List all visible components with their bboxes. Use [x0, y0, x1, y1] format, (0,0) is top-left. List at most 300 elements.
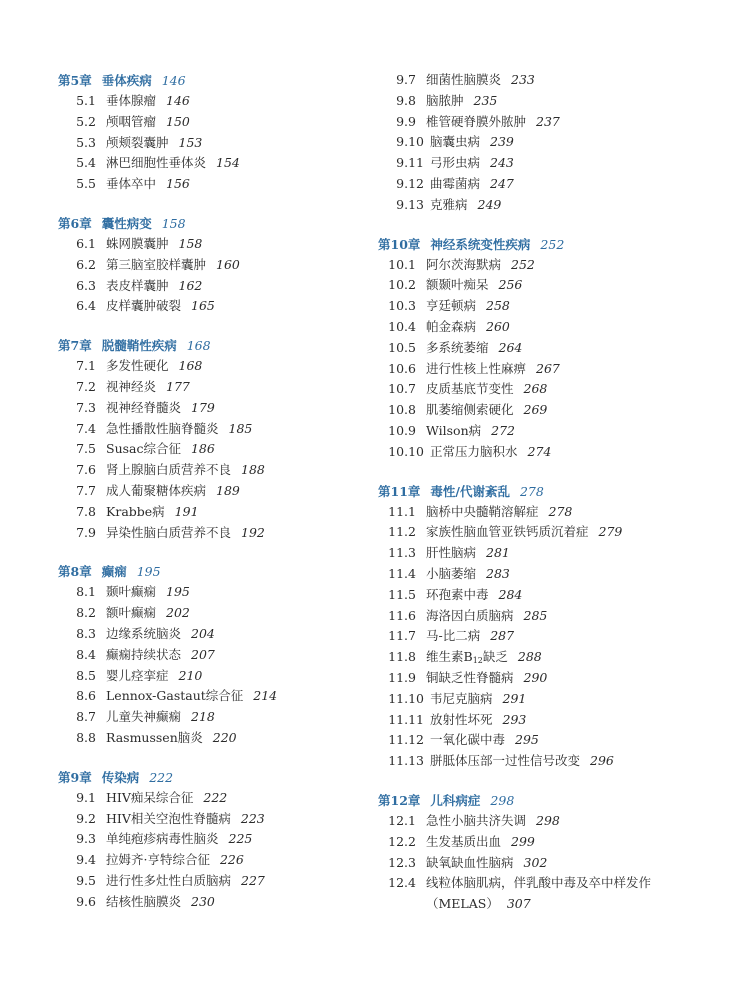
- entry-page: 226: [219, 852, 244, 868]
- entry-number: 11.6: [388, 607, 416, 623]
- entry-number: 9.9: [396, 113, 416, 129]
- entry-number: 11.13: [388, 753, 424, 769]
- entry-page: 288: [517, 649, 542, 665]
- entry-page: 189: [216, 482, 240, 498]
- toc-entry: [378, 853, 718, 874]
- entry-title: 急性播散性脑脊髓炎: [106, 420, 219, 436]
- chapter-heading: [378, 790, 718, 811]
- entry-number: 9.7: [396, 72, 416, 87]
- toc-entry: [378, 647, 718, 668]
- entry-number: 12.3: [388, 854, 416, 870]
- entry-page: 239: [490, 134, 514, 150]
- entry-number: 6.2: [76, 256, 96, 272]
- chapter-9-continued: [378, 70, 718, 216]
- entry-page: 195: [166, 584, 190, 600]
- toc-entry: [58, 398, 398, 419]
- entry-title: 小脑萎缩: [426, 565, 477, 581]
- entry-page: 150: [166, 113, 190, 129]
- entry-number: 5.2: [76, 113, 96, 129]
- toc-entry: [58, 645, 398, 666]
- toc-entry: [378, 522, 718, 543]
- toc-entry: [58, 91, 398, 112]
- chapter-block: [58, 70, 398, 195]
- entry-number: 8.8: [76, 729, 96, 745]
- toc-entry: [378, 153, 718, 174]
- entry-page: 160: [216, 256, 240, 272]
- toc-entry: [58, 276, 398, 297]
- chapter-title: 传染病: [101, 769, 140, 785]
- entry-page: 296: [590, 753, 614, 769]
- entry-page: 210: [178, 667, 203, 683]
- entry-title-subscript: 12: [472, 656, 483, 666]
- entry-title: 放射性坏死: [430, 711, 493, 727]
- chapter-block: [378, 790, 718, 915]
- entry-page: 243: [490, 155, 514, 171]
- entry-title: HIV相关空泡性脊髓病: [106, 810, 231, 826]
- entry-page: 283: [486, 565, 510, 581]
- toc-entry: [58, 666, 398, 687]
- entry-title: 亨廷顿病: [426, 298, 477, 314]
- entry-title: HIV痴呆综合征: [106, 789, 194, 805]
- chapter-heading: [58, 561, 398, 582]
- entry-number: 10.2: [388, 277, 416, 293]
- toc-left-column: [58, 70, 398, 931]
- toc-entry: [378, 606, 718, 627]
- toc-entry: [58, 582, 398, 603]
- entry-number: 7.3: [76, 399, 96, 415]
- entry-number: 7.7: [76, 482, 96, 498]
- entry-title: 细菌性脑膜炎: [426, 72, 502, 87]
- continuation-title: （MELAS）: [426, 896, 499, 912]
- entry-number: 8.1: [76, 584, 96, 600]
- toc-entry: [378, 502, 718, 523]
- toc-entry: [378, 112, 718, 133]
- chapter-number: 第11章: [378, 483, 421, 499]
- entry-title: 异染性脑白质营养不良: [106, 524, 232, 540]
- entry-page: 233: [511, 72, 535, 87]
- entry-title: 成人葡聚糖体疾病: [106, 482, 207, 498]
- toc-entry: [378, 70, 718, 91]
- entry-page: 146: [166, 93, 190, 108]
- entry-page: 299: [511, 833, 535, 849]
- chapter-page: 278: [519, 483, 544, 499]
- entry-title: 家族性脑血管亚铁钙质沉着症: [426, 524, 589, 540]
- entry-page: 222: [203, 789, 228, 805]
- entry-number: 8.3: [76, 625, 96, 641]
- entry-title: 多发性硬化: [106, 358, 169, 374]
- chapter-title: 垂体疾病: [101, 73, 152, 88]
- entry-page: 230: [191, 893, 215, 909]
- entry-number: 10.8: [388, 402, 416, 418]
- entry-title: 生发基质出血: [426, 833, 502, 849]
- toc-entry: [378, 317, 718, 338]
- toc-entry: [378, 296, 718, 317]
- toc-entry: [58, 728, 398, 749]
- entry-number: 9.8: [396, 92, 416, 108]
- entry-title: 颅咽管瘤: [106, 113, 157, 129]
- toc-entry: [58, 460, 398, 481]
- entry-number: 6.1: [76, 235, 96, 251]
- toc-entry: [58, 133, 398, 154]
- toc-entry: [378, 751, 718, 772]
- entry-number: 11.5: [388, 586, 416, 602]
- toc-entry: [58, 624, 398, 645]
- chapter-number: 第6章: [58, 215, 92, 231]
- entry-page: 298: [536, 812, 560, 828]
- chapter-block: [378, 234, 718, 463]
- toc-right-column: [378, 70, 718, 933]
- toc-entry: [378, 275, 718, 296]
- entry-title: 一氧化碳中毒: [430, 732, 506, 748]
- entry-number: 5.5: [76, 176, 96, 192]
- entry-number: 8.6: [76, 688, 96, 704]
- entry-continuation: [378, 894, 718, 915]
- entry-title-main: 维生素B: [426, 649, 473, 665]
- entry-number: 10.4: [388, 318, 416, 334]
- toc-entry: [58, 686, 398, 707]
- toc-entry: [58, 153, 398, 174]
- entry-number: 5.3: [76, 134, 96, 150]
- toc-entry: [58, 255, 398, 276]
- chapter-page: 168: [186, 338, 211, 354]
- toc-entry: [58, 481, 398, 502]
- entry-number: 12.2: [388, 833, 416, 849]
- entry-number: 10.7: [388, 381, 416, 397]
- entry-title: 肾上腺脑白质营养不良: [106, 462, 232, 478]
- entry-page: 264: [498, 339, 523, 355]
- entry-number: 7.8: [76, 503, 96, 519]
- entry-page: 293: [502, 711, 527, 727]
- entry-number: 10.10: [388, 443, 424, 459]
- entry-number: 8.5: [76, 667, 96, 683]
- entry-page: 168: [178, 358, 203, 374]
- entry-title: 垂体腺瘤: [106, 93, 157, 108]
- toc-entry: [58, 809, 398, 830]
- toc-entry: [378, 626, 718, 647]
- entry-title: 多系统萎缩: [426, 339, 489, 355]
- chapter-title: 毒性/代谢紊乱: [430, 483, 510, 499]
- entry-page: 284: [498, 586, 523, 602]
- toc-entry: [378, 91, 718, 112]
- entry-number: 10.5: [388, 339, 416, 355]
- entry-page: 191: [174, 503, 199, 519]
- entry-number: 7.5: [76, 441, 96, 457]
- toc-entry: [378, 832, 718, 853]
- entry-title: 单纯疱疹病毒性脑炎: [106, 831, 219, 847]
- chapter-title: 儿科病症: [430, 792, 481, 808]
- toc-entry: [378, 132, 718, 153]
- entry-page: 162: [178, 277, 203, 293]
- entry-number: 10.1: [388, 256, 416, 272]
- entry-page: 290: [523, 669, 548, 685]
- toc-entry: [378, 174, 718, 195]
- entry-number: 9.2: [76, 810, 96, 826]
- entry-title: 海洛因白质脑病: [426, 607, 514, 623]
- entry-page: 227: [241, 872, 265, 888]
- chapter-block: [58, 767, 398, 913]
- chapter-heading: [58, 335, 398, 356]
- entry-page: 247: [490, 175, 514, 191]
- entry-title: 婴儿痉挛症: [106, 667, 169, 683]
- entry-page: 220: [212, 729, 237, 745]
- entry-page: 268: [523, 381, 548, 397]
- chapter-page: 146: [161, 73, 186, 88]
- entry-number: 11.10: [388, 690, 424, 706]
- chapter-title: 癫痫: [101, 564, 127, 580]
- toc-entry: [58, 871, 398, 892]
- entry-number: 6.3: [76, 277, 96, 293]
- entry-number: 10.3: [388, 298, 416, 314]
- toc-entry: [58, 850, 398, 871]
- toc-entry: [58, 523, 398, 544]
- toc-entry: [378, 543, 718, 564]
- entry-number: 11.12: [388, 732, 424, 748]
- entry-page: 156: [166, 176, 190, 192]
- entry-title: 额叶癫痫: [106, 605, 157, 621]
- entry-page: 279: [598, 524, 623, 540]
- entry-title: 脑囊虫病: [430, 134, 481, 150]
- entry-page: 249: [477, 196, 502, 212]
- entry-number: 9.11: [396, 155, 424, 171]
- chapter-title: 神经系统变性疾病: [430, 236, 531, 252]
- entry-title: 曲霉菌病: [430, 175, 481, 191]
- entry-number: 12.4: [388, 875, 416, 891]
- entry-title: 颞叶癫痫: [106, 584, 157, 600]
- entry-number: 11.7: [388, 628, 416, 644]
- entry-title: 线粒体脑肌病，伴乳酸中毒及卒中样发作: [426, 875, 652, 891]
- entry-number: 11.8: [388, 649, 416, 665]
- entry-title: 脑脓肿: [426, 92, 464, 108]
- chapter-heading: [58, 213, 398, 234]
- entry-page: 295: [515, 732, 539, 748]
- entry-number: 9.1: [76, 789, 96, 805]
- entry-page: 204: [191, 625, 215, 641]
- entry-page: 258: [486, 298, 510, 314]
- entry-title: 帕金森病: [426, 318, 477, 334]
- chapter-number: 第5章: [58, 73, 92, 88]
- chapter-heading: [58, 70, 398, 91]
- entry-page: 272: [491, 422, 515, 438]
- entry-title: 正常压力脑积水: [430, 443, 518, 459]
- toc-entry: [58, 707, 398, 728]
- entry-page: 274: [527, 443, 552, 459]
- chapter-page: 298: [490, 792, 515, 808]
- entry-title: Wilson病: [426, 422, 482, 438]
- toc-entry: [58, 296, 398, 317]
- chapter-number: 第7章: [58, 338, 92, 354]
- toc-entry: [378, 585, 718, 606]
- entry-page: 267: [536, 360, 560, 376]
- entry-number: 8.2: [76, 605, 96, 621]
- chapter-number: 第8章: [58, 564, 92, 580]
- entry-page: 179: [191, 399, 215, 415]
- continuation-page: 307: [506, 896, 531, 912]
- entry-title: 马-比二病: [426, 628, 481, 644]
- chapter-heading: [378, 481, 718, 502]
- chapter-page: 195: [136, 564, 161, 580]
- entry-title: 蛛网膜囊肿: [106, 235, 169, 251]
- entry-page: 177: [166, 378, 190, 394]
- entry-number: 9.12: [396, 175, 424, 191]
- entry-title: 椎管硬脊膜外脓肿: [426, 113, 527, 129]
- entry-number: 11.2: [388, 524, 416, 540]
- entry-page: 256: [498, 277, 523, 293]
- entry-page: 287: [490, 628, 515, 644]
- entry-title: 癫痫持续状态: [106, 646, 182, 662]
- entry-number: 5.1: [76, 93, 96, 108]
- entry-number: 7.2: [76, 378, 96, 394]
- entry-title: 急性小脑共济失调: [426, 812, 527, 828]
- entry-page: 158: [178, 235, 203, 251]
- entry-title: 肝性脑病: [426, 545, 477, 561]
- toc-entry: [58, 234, 398, 255]
- entry-title: 环孢素中毒: [426, 586, 489, 602]
- toc-entry: [58, 419, 398, 440]
- entry-title: 弓形虫病: [430, 155, 481, 171]
- entry-page: 207: [191, 646, 215, 662]
- entry-title: Krabbe病: [106, 503, 165, 519]
- entry-page: 214: [253, 688, 278, 704]
- chapter-block: [58, 335, 398, 543]
- entry-number: 8.7: [76, 709, 96, 725]
- entry-title: 表皮样囊肿: [106, 277, 169, 293]
- entry-number: 7.6: [76, 462, 96, 478]
- entry-title: 视神经脊髓炎: [106, 399, 182, 415]
- entry-number: 11.11: [388, 711, 424, 727]
- toc-entry: [378, 195, 718, 216]
- entry-page: 186: [190, 441, 215, 457]
- entry-number: 11.3: [388, 545, 416, 561]
- chapter-number: 第10章: [378, 236, 421, 252]
- entry-page: 260: [486, 318, 510, 334]
- entry-title: 淋巴细胞性垂体炎: [106, 155, 207, 171]
- entry-title: 铜缺乏性脊髓病: [426, 669, 514, 685]
- entry-page: 235: [473, 92, 498, 108]
- toc-entry: [378, 689, 718, 710]
- toc-entry: [58, 174, 398, 195]
- entry-title: 胼胝体压部一过性信号改变: [430, 753, 581, 769]
- entry-number: 7.1: [76, 358, 96, 374]
- entry-page: 188: [241, 462, 265, 478]
- toc-entry: [378, 873, 718, 894]
- chapter-title: 脱髓鞘性疾病: [101, 338, 177, 354]
- entry-number: 5.4: [76, 155, 96, 171]
- chapter-page: 252: [540, 236, 565, 252]
- entry-title: 皮样囊肿破裂: [106, 298, 182, 314]
- toc-entry: [378, 379, 718, 400]
- entry-page: 185: [228, 420, 253, 436]
- entry-page: 237: [536, 113, 560, 129]
- chapter-number: 第9章: [58, 769, 92, 785]
- entry-page: 269: [523, 402, 548, 418]
- chapter-heading: [58, 767, 398, 788]
- entry-title: 儿童失神癫痫: [106, 709, 182, 725]
- toc-entry: [378, 359, 718, 380]
- entry-title: 肌萎缩侧索硬化: [426, 402, 514, 418]
- entry-title: [426, 649, 508, 664]
- toc-entry: [58, 377, 398, 398]
- chapter-number: 第12章: [378, 792, 421, 808]
- toc-entry: [58, 829, 398, 850]
- toc-entry: [378, 421, 718, 442]
- entry-number: 6.4: [76, 298, 96, 314]
- entry-number: 9.6: [76, 893, 96, 909]
- entry-title: 进行性多灶性白质脑病: [106, 872, 232, 888]
- entry-title: 韦尼克脑病: [430, 690, 493, 706]
- entry-title: 颅颊裂囊肿: [106, 134, 169, 150]
- entry-number: 9.4: [76, 852, 96, 868]
- entry-number: 9.3: [76, 831, 96, 847]
- toc-entry: [58, 502, 398, 523]
- entry-page: 281: [486, 545, 510, 561]
- entry-number: 10.6: [388, 360, 416, 376]
- entry-number: 9.10: [396, 134, 424, 150]
- entry-page: 285: [523, 607, 548, 623]
- entry-number: 8.4: [76, 646, 96, 662]
- toc-entry: [378, 400, 718, 421]
- entry-title: 皮质基底节变性: [426, 381, 514, 397]
- entry-page: 278: [548, 503, 573, 519]
- chapter-page: 222: [149, 769, 174, 785]
- toc-entry: [58, 603, 398, 624]
- entry-title: 阿尔茨海默病: [426, 256, 502, 272]
- entry-title: 第三脑室胶样囊肿: [106, 256, 207, 272]
- chapter-block: [58, 561, 398, 748]
- toc-entry: [378, 730, 718, 751]
- entry-number: 11.9: [388, 669, 416, 685]
- entry-page: 291: [502, 690, 527, 706]
- entry-number: 9.13: [396, 196, 424, 212]
- toc-entry: [378, 811, 718, 832]
- entry-title: 垂体卒中: [106, 176, 157, 192]
- entry-page: 252: [511, 256, 535, 272]
- entry-title: 额颞叶痴呆: [426, 277, 489, 293]
- entry-title: 脑桥中央髓鞘溶解症: [426, 503, 539, 519]
- toc-entry: [378, 255, 718, 276]
- toc-entry: [58, 788, 398, 809]
- entry-page: 202: [166, 605, 190, 621]
- toc-entry: [378, 442, 718, 463]
- entry-title: 克雅病: [430, 196, 468, 212]
- entry-number: 10.9: [388, 422, 416, 438]
- entry-page: 218: [191, 709, 215, 725]
- entry-page: 225: [228, 831, 253, 847]
- entry-title: 进行性核上性麻痹: [426, 360, 527, 376]
- entry-number: 7.4: [76, 420, 96, 436]
- chapter-page: 158: [161, 215, 186, 231]
- toc-entry: [58, 892, 398, 913]
- entry-page: 302: [523, 854, 548, 870]
- entry-page: 154: [216, 155, 240, 171]
- entry-title: 缺氧缺血性脑病: [426, 854, 514, 870]
- toc-entry: [378, 710, 718, 731]
- toc-entry: [378, 668, 718, 689]
- entry-page: 223: [240, 810, 265, 826]
- chapter-block: [58, 213, 398, 317]
- entry-number: 7.9: [76, 524, 96, 540]
- entry-number: 9.5: [76, 872, 96, 888]
- entry-number: 11.1: [388, 503, 416, 519]
- entry-title: 边缘系统脑炎: [106, 625, 182, 641]
- toc-entry: [58, 439, 398, 460]
- chapter-heading: [378, 234, 718, 255]
- entry-page: 165: [191, 298, 215, 314]
- entry-title-after: 缺乏: [482, 649, 508, 665]
- entry-title: 视神经炎: [106, 378, 157, 394]
- toc-entry: [58, 112, 398, 133]
- toc-entry: [378, 338, 718, 359]
- entry-title: Rasmussen脑炎: [106, 729, 203, 745]
